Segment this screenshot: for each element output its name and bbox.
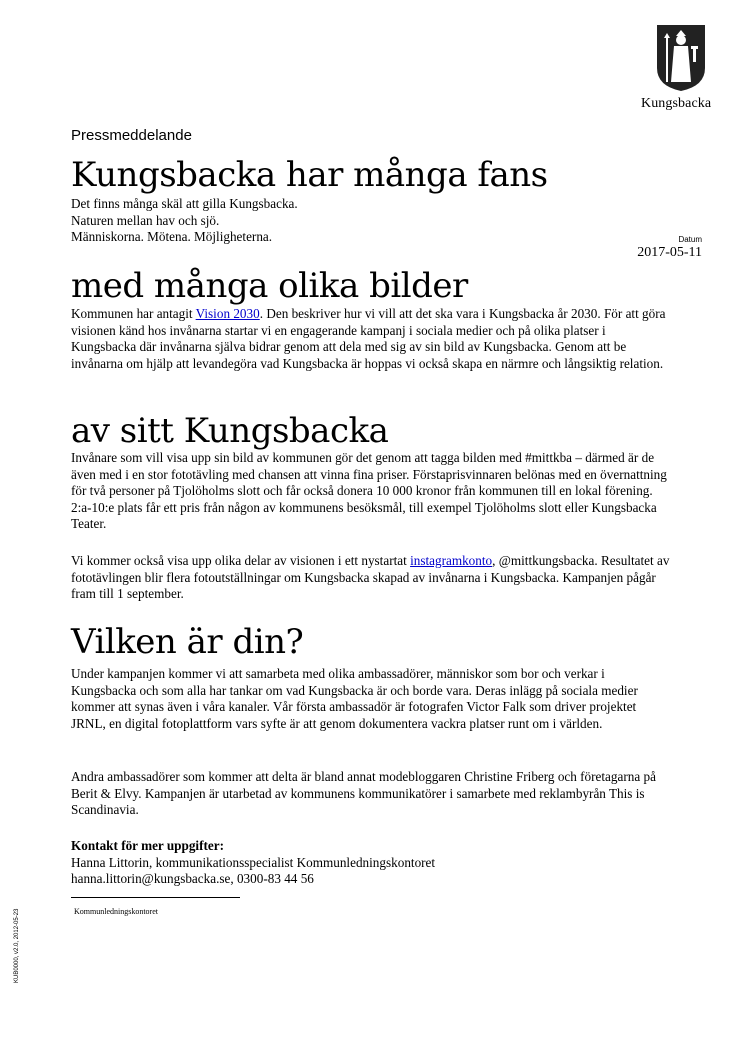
section3-text-post: , @mittkungsbacka. Resultatet av fototävlingen blir flera fotoutställningar om Kungsbacka skapad av invånarna i Kungsbacka. Kampanjen pågår fram till 1 september. <box>71 553 670 601</box>
instagram-link[interactable]: instagramkonto <box>410 553 493 568</box>
section3-text-pre: Vi kommer också visa upp olika delar av visionen i ett nystartat <box>71 553 411 568</box>
heading-4: Vilken är din? <box>71 622 304 662</box>
intro-text <box>71 196 671 246</box>
intro-line: Det finns många skäl att gilla Kungsbacka. <box>71 196 298 211</box>
intro-line: Naturen mellan hav och sjö. <box>71 212 220 228</box>
date-label: Datum <box>678 235 702 244</box>
logo-text: Kungsbacka <box>641 96 712 111</box>
document-code: KUB0000, v2.0, 2012-05-23 <box>14 908 20 983</box>
footer-divider <box>71 897 240 898</box>
date-value: 2017-05-11 <box>637 245 702 260</box>
contact-details: hanna.littorin@kungsbacka.se, 0300-83 44 56 <box>71 871 314 886</box>
coat-of-arms-icon <box>656 24 706 92</box>
section3-paragraph-2 <box>71 553 671 603</box>
footer-department: Kommunledningskontoret <box>74 907 158 916</box>
heading-2: med många olika bilder <box>71 266 468 306</box>
section3-paragraph-1: Invånare som vill visa upp sin bild av kommunen gör det genom att tagga bilden med #mittkba – därmed är de även med i en stor fototävling med chansen att vinna fina priser. Förstaprisvinnaren belönas med en övernattning för två personer på Tjolöholms slott och får också donera 10 000 kronor från kommunen till en lokal förening. 2:a-10:e plats får ett pris från någon av kommunens besöksmål, till exempel Tjolöholms slott eller Kungsbacka Teater. <box>71 450 667 531</box>
document-type: Pressmeddelande <box>71 127 192 144</box>
contact-title: Kontakt för mer uppgifter: <box>71 838 224 853</box>
intro-line: Människorna. Mötena. Möjligheterna. <box>71 229 273 244</box>
heading-3: av sitt Kungsbacka <box>71 411 389 451</box>
vision-2030-link[interactable]: Vision 2030 <box>195 306 260 321</box>
contact-name: Hanna Littorin, kommunikationsspecialist Kommunledningskontoret <box>71 854 436 870</box>
section2-text-post: . Den beskriver hur vi vill att det ska vara i Kungsbacka år 2030. För att göra visionen känd hos invånarna startar vi en engagerande kampanj i sociala medier och på olika platser i Kungsbacka där invånarna själva bidrar genom att dela med sig av sin bild av Kungsbacka. Genom att be invånarna om hjälp att levandegöra vad Kungsbacka är hoppas vi också skapa en närmre och långsiktig relation. <box>71 306 666 371</box>
contact-block <box>71 838 671 888</box>
kungsbacka-logo <box>641 24 721 112</box>
section4-paragraph-1: Under kampanjen kommer vi att samarbeta med olika ambassadörer, människor som bor och verkar i Kungsbacka och som alla har tankar om vad Kungsbacka är och borde vara. Deras inlägg på sociala medier kommer att synas även i våra kanaler. Vår första ambassadör är fotografen Victor Falk som driver projektet JRNL, en digital fotoplattform vars syfte är att genom dokumentera vackra platser runt om i världen. <box>71 666 638 731</box>
section2-text-pre: Kommunen har antagit <box>71 306 196 321</box>
section2-paragraph <box>71 306 671 372</box>
heading-1: Kungsbacka har många fans <box>71 155 548 195</box>
section4-paragraph-2: Andra ambassadörer som kommer att delta är bland annat modebloggaren Christine Friberg och företagarna på Berit & Elvy. Kampanjen är utarbetad av kommunens kommunikatörer i samarbete med reklambyrån This is Scandinavia. <box>71 769 656 817</box>
